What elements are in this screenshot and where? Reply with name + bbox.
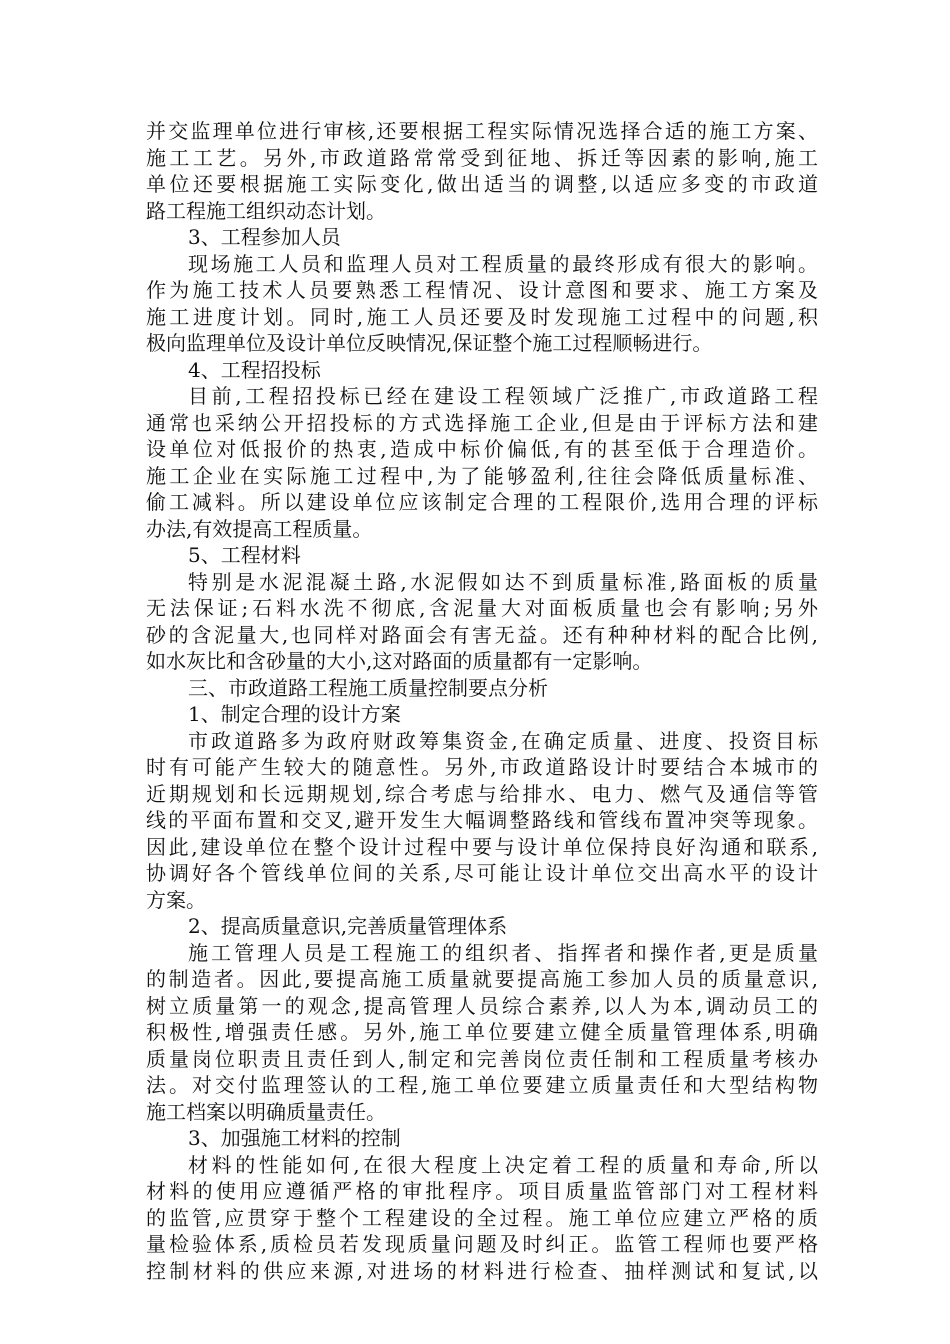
paragraph-line: 质量岗位职责且责任到人,制定和完善岗位责任制和工程质量考核办 [146,1046,818,1071]
paragraph-line: 设单位对低报价的热衷,造成中标价偏低,有的甚至低于合理造价。 [146,437,818,461]
paragraph-line: 的监管,应贯穿于整个工程建设的全过程。施工单位应建立严格的质 [146,1205,818,1230]
paragraph-line: 线的平面布置和交叉,避开发生大幅调整路线和管线布置冲突等现象。 [146,808,818,832]
paragraph-line: 作为施工技术人员要熟悉工程情况、设计意图和要求、施工方案及 [146,278,818,302]
paragraph-line: 量检验体系,质检员若发现质量问题及时纠正。监管工程师也要严格 [146,1232,818,1256]
paragraph-line: 路工程施工组织动态计划。 [146,198,386,223]
paragraph-line: 无法保证;石料水洗不彻底,含泥量大对面板质量也会有影响;另外 [146,596,818,620]
paragraph-line: 近期规划和长远期规划,综合考虑与给排水、电力、燃气及通信等管 [146,781,818,806]
paragraph-line: 方案。 [146,887,206,912]
paragraph-line: 协调好各个管线单位间的关系,尽可能让设计单位交出高水平的设计 [146,861,818,885]
paragraph-line: 单位还要根据施工实际变化,做出适当的调整,以适应多变的市政道 [146,172,818,196]
paragraph-line: 施工进度计划。同时,施工人员还要及时发现施工过程中的问题,积 [146,304,818,329]
paragraph-line: 法。对交付监理签认的工程,施工单位要建立质量责任和大型结构物 [146,1073,818,1097]
paragraph-line: 的制造者。因此,要提高施工质量就要提高施工参加人员的质量意识, [146,967,818,991]
paragraph-line: 施工工艺。另外,市政道路常常受到征地、拆迁等因素的影响,施工 [146,145,818,170]
paragraph-line: 现场施工人员和监理人员对工程质量的最终形成有很大的影响。 [188,251,818,276]
paragraph-line: 材料的性能如何,在很大程度上决定着工程的质量和寿命,所以 [188,1152,818,1177]
section-heading: 1、制定合理的设计方案 [188,702,401,726]
paragraph-line: 目前,工程招投标已经在建设工程领域广泛推广,市政道路工程 [188,384,818,408]
paragraph-line: 市政道路多为政府财政筹集资金,在确定质量、进度、投资目标 [188,728,818,753]
paragraph-line: 偷工减料。所以建设单位应该制定合理的工程限价,选用合理的评标 [146,490,818,514]
paragraph-line: 施工企业在实际施工过程中,为了能够盈利,往往会降低质量标准、 [146,463,818,488]
paragraph-line: 办法,有效提高工程质量。 [146,516,373,541]
paragraph-line: 施工档案以明确质量责任。 [146,1099,386,1124]
paragraph-line: 砂的含泥量大,也同样对路面会有害无益。还有种种材料的配合比例, [146,622,818,647]
document-body [146,118,818,1284]
section-heading: 2、提高质量意识,完善质量管理体系 [188,914,508,938]
paragraph-line: 如水灰比和含砂量的大小,这对路面的质量都有一定影响。 [146,649,653,673]
paragraph-line: 因此,建设单位在整个设计过程中要与设计单位保持良好沟通和联系, [146,834,818,859]
section-heading: 三、市政道路工程施工质量控制要点分析 [188,675,548,700]
paragraph-line: 通常也采纳公开招投标的方式选择施工企业,但是由于评标方法和建 [146,410,818,435]
section-heading: 3、工程参加人员 [188,225,341,249]
paragraph-line: 极向监理单位及设计单位反映情况,保证整个施工过程顺畅进行。 [146,331,713,355]
section-heading: 4、工程招投标 [188,357,321,382]
paragraph-line: 材料的使用应遵循严格的审批程序。项目质量监管部门对工程材料 [146,1179,818,1203]
section-heading: 5、工程材料 [188,543,301,567]
paragraph-line: 积极性,增强责任感。另外,施工单位要建立健全质量管理体系,明确 [146,1020,818,1044]
paragraph-line: 特别是水泥混凝土路,水泥假如达不到质量标准,路面板的质量 [188,569,818,594]
paragraph-line: 并交监理单位进行审核,还要根据工程实际情况选择合适的施工方案、 [146,119,818,143]
section-heading: 3、加强施工材料的控制 [188,1126,401,1150]
paragraph-line: 时有可能产生较大的随意性。另外,市政道路设计时要结合本城市的 [146,755,818,779]
paragraph-line: 控制材料的供应来源,对进场的材料进行检查、抽样测试和复试,以 [146,1258,818,1283]
paragraph-line: 树立质量第一的观念,提高管理人员综合素养,以人为本,调动员工的 [146,993,818,1018]
paragraph-line: 施工管理人员是工程施工的组织者、指挥者和操作者,更是质量 [188,940,818,965]
